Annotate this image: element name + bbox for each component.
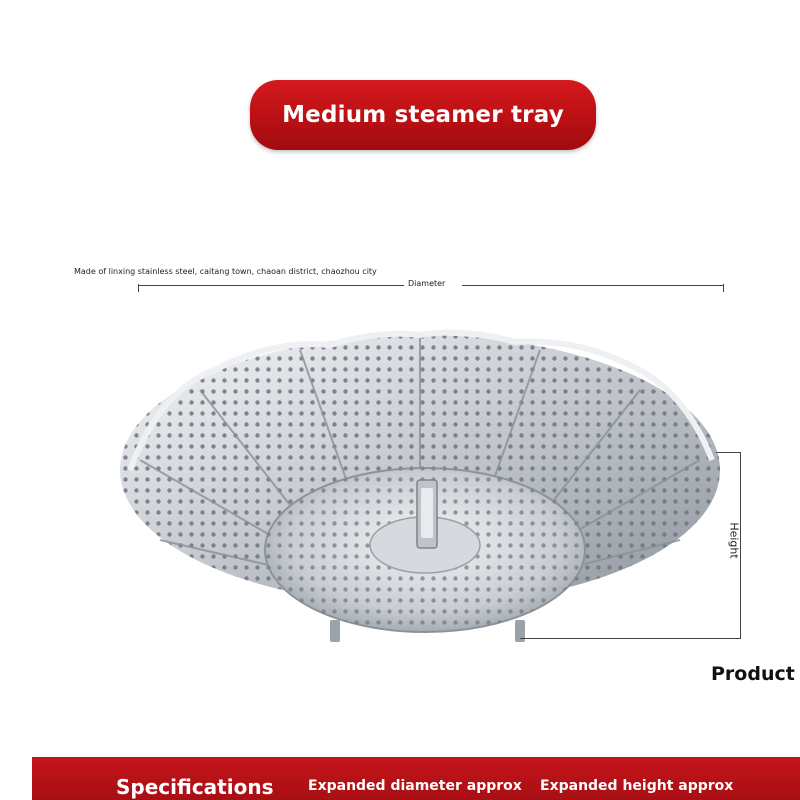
center-handle [417, 480, 437, 548]
diameter-line-left [138, 285, 404, 286]
diameter-tick-left [138, 284, 139, 292]
spec-expanded-diameter: Expanded diameter approx [308, 778, 522, 794]
height-label: Height [727, 522, 741, 559]
height-tick-bottom [520, 638, 741, 639]
diameter-label: Diameter [408, 279, 446, 288]
steamer-basket-image [120, 320, 730, 660]
specifications-title: Specifications [116, 775, 274, 799]
product-label: Product [711, 663, 795, 685]
page-title: Medium steamer tray [282, 102, 564, 128]
diameter-tick-right [723, 284, 724, 292]
title-banner [250, 80, 596, 150]
spec-expanded-height: Expanded height approx [540, 778, 734, 794]
material-note: Made of linxing stainless steel, caitang town, chaoan district, chaozhou city [74, 267, 377, 276]
diameter-line-right [462, 285, 724, 286]
height-tick-top [716, 452, 741, 453]
